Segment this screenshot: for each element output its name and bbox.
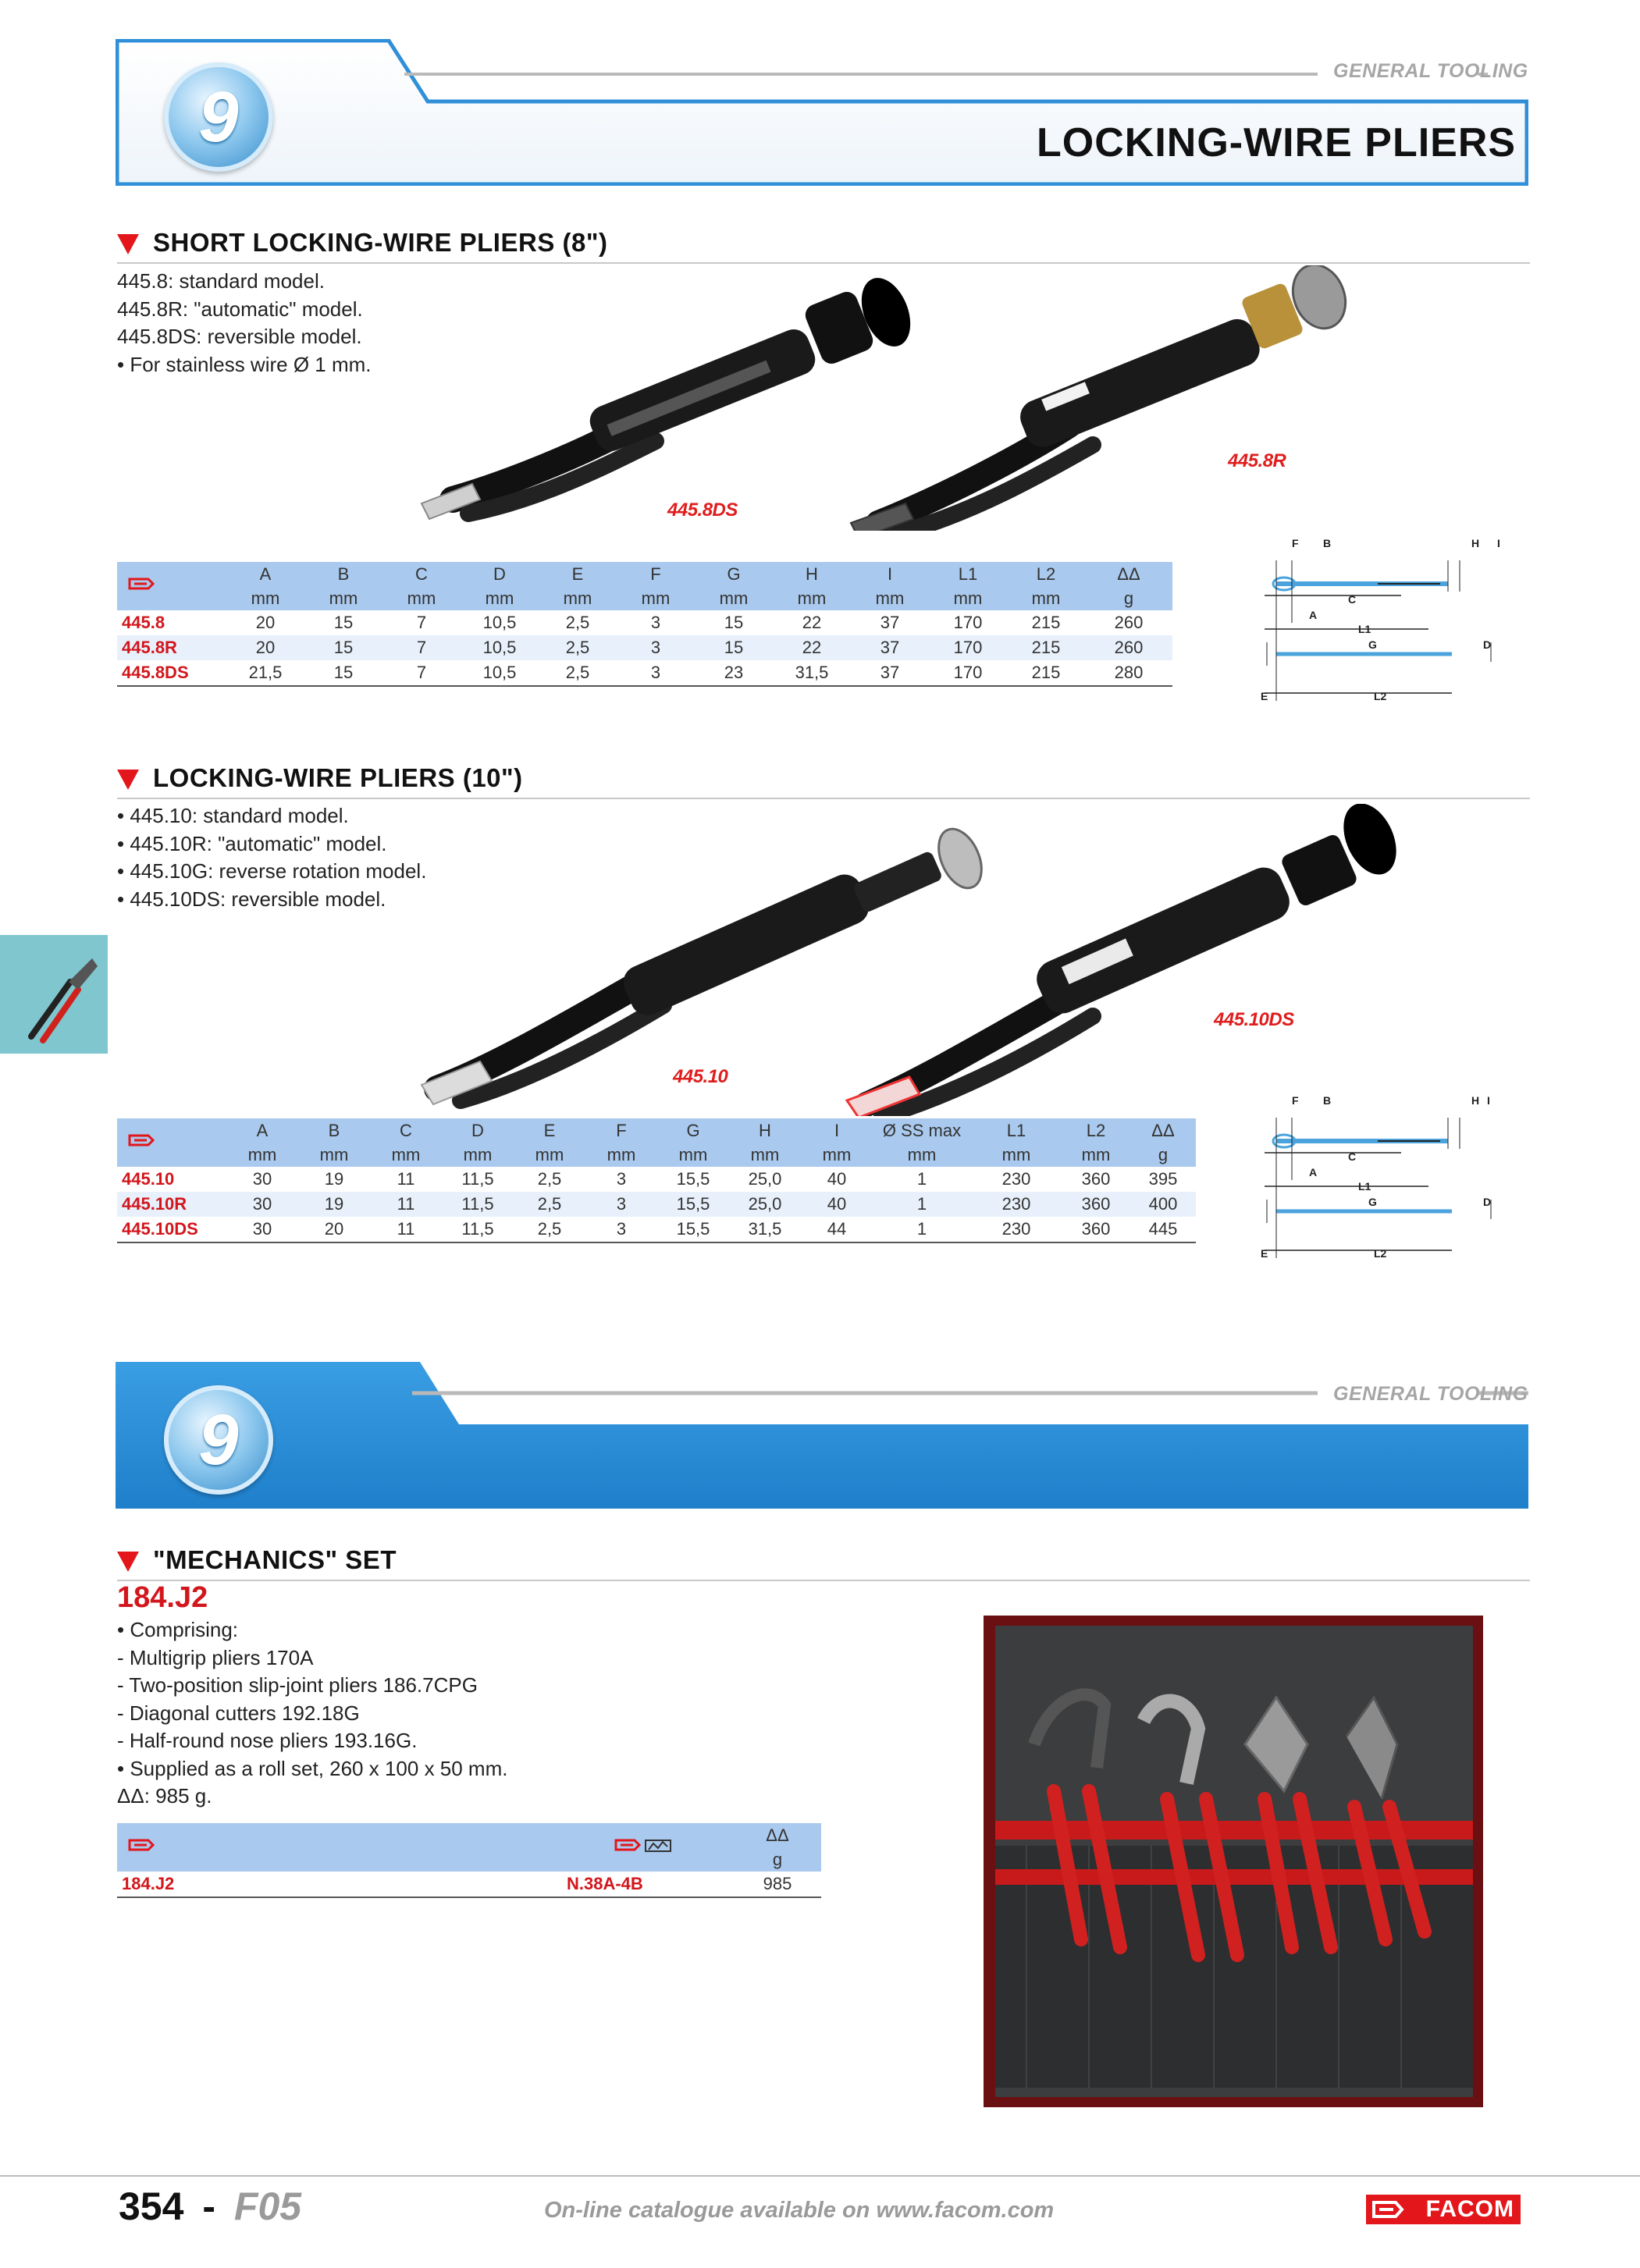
cell: 15 — [695, 635, 773, 660]
pliers-icon — [0, 935, 108, 1054]
column-header: D — [442, 1118, 514, 1143]
side-category-tab[interactable] — [0, 935, 108, 1054]
column-header: F — [617, 562, 695, 586]
unit: mm — [226, 1143, 298, 1167]
desc-line: ΔΔ: 985 g. — [117, 1784, 212, 1808]
spec-table-set — [117, 1823, 821, 1898]
table-unit-row — [117, 586, 1172, 610]
footer-tagline[interactable]: On-line catalogue available on www.facom.com — [544, 2198, 1055, 2223]
product-code[interactable]: 445.8R — [117, 635, 226, 660]
unit: mm — [1062, 1143, 1130, 1167]
desc-line: • Supplied as a roll set, 260 x 100 x 50 mm. — [117, 1756, 508, 1780]
section-code: F05 — [233, 2184, 302, 2228]
footer-divider — [0, 2175, 1640, 2177]
cell: 37 — [851, 635, 929, 660]
dim-label: C — [1348, 593, 1357, 606]
facom-logo-mark-icon — [1372, 2199, 1405, 2220]
cell: 37 — [851, 660, 929, 686]
cell: 20 — [298, 1217, 370, 1242]
cell: 15,5 — [657, 1217, 729, 1242]
column-header: F — [585, 1118, 657, 1143]
cell: 260 — [1085, 635, 1172, 660]
cell: 7 — [382, 635, 461, 660]
header-banner — [116, 39, 1528, 186]
column-header: L2 — [1062, 1118, 1130, 1143]
dim-label: E — [1261, 1247, 1268, 1260]
desc-line: 445.8: standard model. — [117, 269, 325, 293]
image-label-445-10: 445.10 — [673, 1066, 728, 1087]
table-unit-row — [117, 1143, 1196, 1167]
desc-line: • 445.10R: "automatic" model. — [117, 831, 387, 855]
section-heading-long — [117, 763, 1530, 799]
column-header: A — [226, 1118, 298, 1143]
mechanics-set-image — [980, 1612, 1487, 2111]
unit: mm — [773, 586, 851, 610]
desc-line: • Comprising: — [117, 1618, 239, 1641]
cell: 22 — [773, 635, 851, 660]
column-header: G — [695, 562, 773, 586]
product-code[interactable]: 445.10R — [117, 1192, 226, 1217]
product-code[interactable]: 445.10DS — [117, 1217, 226, 1242]
cell: 2,5 — [514, 1192, 585, 1217]
spec-table-short — [117, 562, 1172, 687]
section-number-2: 9 — [198, 1399, 239, 1480]
cell: 230 — [971, 1217, 1062, 1242]
column-header: I — [851, 562, 929, 586]
cell: 11,5 — [442, 1217, 514, 1242]
cell: 22 — [802, 613, 822, 632]
dim-label: I — [1487, 1094, 1490, 1107]
desc-line: - Diagonal cutters 192.18G — [117, 1701, 360, 1725]
brand-name: FACOM — [1425, 2196, 1514, 2222]
column-header: C — [370, 1118, 442, 1143]
page-number — [119, 2184, 301, 2229]
section-heading-set — [117, 1545, 1530, 1581]
cell: 7 — [382, 660, 461, 686]
unit: mm — [971, 1143, 1062, 1167]
facom-logo — [1366, 2195, 1521, 2224]
unit: mm — [370, 1143, 442, 1167]
cell: 230 — [971, 1192, 1062, 1217]
cell: 30 — [226, 1192, 298, 1217]
section-kicker: GENERAL TOOLING — [1333, 60, 1528, 82]
cell: 395 — [1148, 1169, 1178, 1189]
unit: mm — [585, 1143, 657, 1167]
cell: 260 — [1114, 613, 1144, 632]
dim-label: G — [1368, 1196, 1377, 1208]
cell: 11 — [370, 1217, 442, 1242]
cell: 360 — [1081, 1169, 1111, 1189]
product-code[interactable]: 184.J2 — [117, 1872, 554, 1897]
cell: 19 — [298, 1192, 370, 1217]
pliers-445-8ds-illustration — [422, 271, 920, 519]
cell: 3 — [616, 1169, 627, 1189]
cell: 1 — [873, 1192, 971, 1217]
cell: 37 — [880, 613, 900, 632]
column-header: A — [226, 562, 304, 586]
column-header: Ø SS max — [873, 1118, 971, 1143]
cell: 230 — [1001, 1169, 1031, 1189]
cell: 11,5 — [442, 1192, 514, 1217]
unit: mm — [617, 586, 695, 610]
header-banner-2 — [116, 1362, 1528, 1509]
cell: 360 — [1062, 1192, 1130, 1217]
spec-table-long — [117, 1118, 1196, 1243]
column-header: B — [304, 562, 382, 586]
cell: 10,5 — [482, 613, 517, 632]
product-code[interactable]: 445.8 — [122, 613, 165, 632]
red-triangle-icon — [117, 770, 139, 790]
cell: 3 — [617, 635, 695, 660]
dimension-diagram-long — [1261, 1094, 1495, 1266]
cell: 3 — [650, 613, 661, 632]
cell: 25,0 — [729, 1192, 801, 1217]
cell: 170 — [953, 613, 983, 632]
desc-line: - Two-position slip-joint pliers 186.7CPG — [117, 1673, 478, 1697]
image-label-445-8ds: 445.8DS — [667, 499, 738, 521]
section-heading-short-text: SHORT LOCKING-WIRE PLIERS (8") — [153, 228, 608, 257]
cell: 2,5 — [537, 1169, 562, 1189]
unit: mm — [851, 586, 929, 610]
red-triangle-icon — [117, 234, 139, 254]
dim-label: F — [1292, 537, 1299, 549]
cell: 15,5 — [657, 1192, 729, 1217]
page-number-value: 354 — [119, 2184, 184, 2228]
section-long-description — [117, 802, 426, 913]
cell: 20 — [255, 613, 276, 632]
section-short-description — [117, 268, 372, 379]
column-header: G — [657, 1118, 729, 1143]
unit: mm — [304, 586, 382, 610]
cell: 23 — [695, 660, 773, 686]
cell: 1 — [873, 1217, 971, 1242]
cell: 280 — [1085, 660, 1172, 686]
column-header: H — [773, 562, 851, 586]
column-header: D — [461, 562, 539, 586]
column-header: E — [539, 562, 617, 586]
dim-label: B — [1323, 537, 1332, 549]
cell: 3 — [585, 1217, 657, 1242]
column-header: I — [801, 1118, 873, 1143]
table-row — [117, 1167, 1196, 1192]
dim-label: L2 — [1374, 1247, 1387, 1260]
cell: 11,5 — [461, 1169, 494, 1189]
long-pliers-image — [414, 804, 1491, 1116]
cell: 7 — [416, 613, 427, 632]
dim-label: D — [1483, 638, 1492, 651]
column-header: L2 — [1007, 562, 1085, 586]
cell: 25,0 — [748, 1169, 782, 1189]
cell: 31,5 — [729, 1217, 801, 1242]
cell: 170 — [929, 635, 1007, 660]
cell: 19 — [324, 1169, 344, 1189]
column-header: C — [382, 562, 461, 586]
table-row — [117, 1192, 1196, 1217]
table-row — [117, 635, 1172, 660]
unit: mm — [729, 1143, 801, 1167]
dim-label: G — [1368, 638, 1377, 651]
dim-label: A — [1309, 609, 1318, 621]
cell: 30 — [252, 1169, 272, 1189]
unit: mm — [442, 1143, 514, 1167]
cell: 40 — [827, 1169, 847, 1189]
tray-ref-icon — [554, 1823, 734, 1872]
cell: 2,5 — [514, 1217, 585, 1242]
section-heading-long-text: LOCKING-WIRE PLIERS (10") — [153, 763, 523, 792]
desc-line: • 445.10DS: reversible model. — [117, 887, 386, 911]
weight-icon: ΔΔ — [734, 1823, 821, 1847]
catalog-ref-icon — [117, 562, 226, 610]
unit: g — [1130, 1143, 1196, 1167]
cell: 11 — [370, 1192, 442, 1217]
page-number-separator: - — [202, 2184, 215, 2228]
dim-label: I — [1497, 537, 1500, 549]
section-number-badge — [164, 62, 273, 172]
set-product-code[interactable]: 184.J2 — [117, 1581, 208, 1614]
table-header-row — [117, 562, 1172, 586]
pliers-445-10ds-illustration — [847, 804, 1407, 1116]
cell: 40 — [801, 1192, 873, 1217]
cell: 20 — [226, 635, 304, 660]
table-row — [117, 610, 1172, 635]
image-label-445-8r: 445.8R — [1228, 450, 1286, 471]
dim-label: H — [1471, 537, 1480, 549]
page-title: LOCKING-WIRE PLIERS — [1037, 120, 1517, 165]
table-header-row — [117, 1118, 1196, 1143]
column-header: E — [514, 1118, 585, 1143]
section-kicker-2: GENERAL TOOLING — [1333, 1383, 1528, 1405]
desc-line: • 445.10G: reverse rotation model. — [117, 859, 427, 883]
section-number: 9 — [198, 76, 239, 157]
unit: mm — [539, 586, 617, 610]
unit: mm — [461, 586, 539, 610]
unit: g — [1085, 586, 1172, 610]
section-number-badge-2 — [164, 1385, 273, 1495]
unit: mm — [929, 586, 1007, 610]
cell: 2,5 — [565, 613, 590, 632]
dim-label: B — [1323, 1094, 1332, 1107]
dim-label: L1 — [1358, 623, 1371, 635]
cell: 3 — [585, 1192, 657, 1217]
desc-line: • 445.10: standard model. — [117, 804, 349, 827]
cell: 21,5 — [226, 660, 304, 686]
desc-line: 445.8R: "automatic" model. — [117, 297, 363, 321]
unit: mm — [1007, 586, 1085, 610]
unit: mm — [298, 1143, 370, 1167]
column-header: H — [729, 1118, 801, 1143]
pliers-445-8r-illustration — [851, 265, 1354, 531]
cell: 400 — [1130, 1192, 1196, 1217]
desc-line: 445.8DS: reversible model. — [117, 325, 362, 348]
cell: 11 — [397, 1169, 415, 1189]
table-row — [117, 660, 1172, 686]
unit: g — [734, 1847, 821, 1872]
unit: mm — [382, 586, 461, 610]
dim-label: C — [1348, 1150, 1357, 1163]
cell: 15,5 — [676, 1169, 710, 1189]
unit: mm — [873, 1143, 971, 1167]
dim-label: L2 — [1374, 690, 1387, 702]
catalog-ref-icon — [117, 1823, 554, 1872]
section-heading-short — [117, 228, 1530, 264]
cell: 44 — [801, 1217, 873, 1242]
dim-label: A — [1309, 1166, 1318, 1178]
dim-label: D — [1483, 1196, 1492, 1208]
header-banner-2-frame — [116, 1362, 1528, 1509]
image-label-445-10ds: 445.10DS — [1214, 1009, 1294, 1030]
cell: 3 — [617, 660, 695, 686]
table-row — [117, 1872, 821, 1897]
dim-label: H — [1471, 1094, 1480, 1107]
cell: 10,5 — [461, 635, 539, 660]
column-header: L1 — [971, 1118, 1062, 1143]
cell: 15 — [724, 613, 744, 632]
table-header-row — [117, 1823, 821, 1847]
cell: 215 — [1031, 613, 1061, 632]
desc-line: - Half-round nose pliers 193.16G. — [117, 1729, 418, 1752]
section-heading-set-text: "MECHANICS" SET — [153, 1545, 397, 1574]
weight-icon: ΔΔ — [1130, 1118, 1196, 1143]
cell: 215 — [1007, 635, 1085, 660]
unit: mm — [657, 1143, 729, 1167]
cell: 2,5 — [539, 635, 617, 660]
cell: 15 — [333, 613, 354, 632]
dim-label: L1 — [1358, 1180, 1371, 1193]
dim-label: F — [1292, 1094, 1299, 1107]
unit: mm — [801, 1143, 873, 1167]
cell: 15 — [304, 660, 382, 686]
dimension-diagram-short — [1261, 537, 1500, 709]
pliers-445-10-illustration — [422, 823, 990, 1104]
weight-icon: ΔΔ — [1085, 562, 1172, 586]
unit: mm — [226, 586, 304, 610]
cell: 170 — [929, 660, 1007, 686]
cell: 31,5 — [773, 660, 851, 686]
unit: mm — [514, 1143, 585, 1167]
table-row — [117, 1217, 1196, 1242]
tray-reference[interactable]: N.38A-4B — [554, 1872, 734, 1897]
cell: 2,5 — [539, 660, 617, 686]
cell: 360 — [1062, 1217, 1130, 1242]
product-code[interactable]: 445.10 — [122, 1169, 175, 1189]
column-header: B — [298, 1118, 370, 1143]
desc-line: • For stainless wire Ø 1 mm. — [117, 352, 372, 376]
column-header: L1 — [929, 562, 1007, 586]
section-set-description — [117, 1616, 507, 1811]
unit: mm — [695, 586, 773, 610]
catalog-ref-icon — [117, 1118, 226, 1167]
product-code[interactable]: 445.8DS — [117, 660, 226, 686]
cell: 1 — [916, 1169, 927, 1189]
red-triangle-icon — [117, 1552, 139, 1572]
cell: 985 — [734, 1872, 821, 1897]
cell: 445 — [1130, 1217, 1196, 1242]
dim-label: E — [1261, 690, 1268, 702]
cell: 10,5 — [461, 660, 539, 686]
desc-line: - Multigrip pliers 170A — [117, 1645, 314, 1669]
short-pliers-image — [406, 265, 1452, 531]
cell: 15 — [304, 635, 382, 660]
cell: 30 — [226, 1217, 298, 1242]
cell: 215 — [1007, 660, 1085, 686]
